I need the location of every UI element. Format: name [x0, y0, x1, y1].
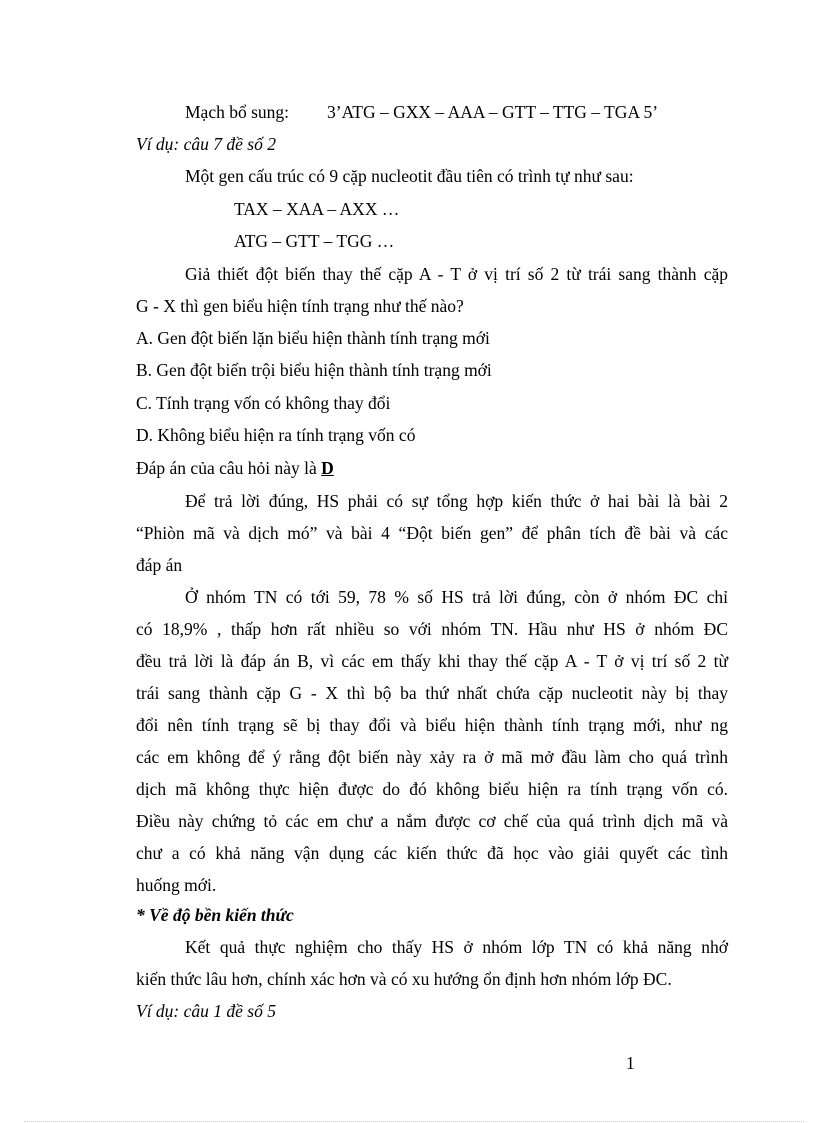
complementary-strand-label: Mạch bổ sung: [185, 102, 290, 122]
example-label-2: Ví dụ: câu 1 đề số 5 [136, 1001, 276, 1021]
paragraph1-line3: đáp án [136, 555, 183, 575]
paragraph2-line10: huống mới. [136, 875, 217, 895]
paragraph3-line2: kiến thức lâu hơn, chính xác hơn và có xu hướng ổn định hơn nhóm lớp ĐC. [136, 969, 672, 989]
complementary-strand-sequence: 3’ATG – GXX – AAA – GTT – TTG – TGA 5’ [327, 102, 659, 122]
answer-line [136, 452, 334, 484]
answer-letter: D [321, 458, 334, 478]
page-number: 1 [626, 1053, 635, 1073]
option-a: A. Gen đột biến lặn biểu hiện thành tính trạng mới [136, 328, 490, 348]
section-heading: * Về độ bền kiến thức [136, 905, 294, 925]
footer-divider [24, 1121, 804, 1122]
sequence-line-2: ATG – GTT – TGG … [234, 231, 395, 251]
option-d: D. Không biểu hiện ra tính trạng vốn có [136, 425, 416, 445]
gene-intro-line: Một gen cấu trúc có 9 cặp nucleotit đầu tiên có trình tự như sau: [185, 166, 634, 186]
sequence-line-1: TAX – XAA – AXX … [234, 199, 400, 219]
paragraph2-line1: Ở nhóm TN có tới 59, 78 % số HS trả lời đúng, còn ở nhóm ĐC chỉ [185, 587, 728, 607]
example-label: Ví dụ: câu 7 đề số 2 [136, 134, 276, 154]
paragraph3-line1: Kết quả thực nghiệm cho thấy HS ở nhóm lớp TN có khả năng nhớ [185, 937, 728, 957]
paragraph2-line8: Điều này chứng tỏ các em chư a nắm được cơ chế của quá trình dịch mã và [136, 811, 728, 831]
complementary-strand-line [185, 96, 658, 128]
answer-prefix: Đáp án của câu hỏi này là [136, 458, 322, 478]
option-b: B. Gen đột biến trội biểu hiện thành tính trạng mới [136, 360, 492, 380]
paragraph2-line4: trái sang thành cặp G - X thì bộ ba thứ nhất chứa cặp nucleotit này bị thay [136, 683, 728, 703]
paragraph1-line1: Để trả lời đúng, HS phải có sự tổng hợp kiến thức ở hai bài là bài 2 [185, 491, 728, 511]
paragraph2-line6: các em không để ý rằng đột biến này xảy ra ở mã mở đầu làm cho quá trình [136, 747, 728, 767]
paragraph2-line5: đổi nên tính trạng sẽ bị thay đổi và biểu hiện thành tính trạng mới, như ng [136, 715, 728, 735]
question-line-1: Giả thiết đột biến thay thế cặp A - T ở vị trí số 2 từ trái sang thành cặp [185, 264, 728, 284]
option-c: C. Tính trạng vốn có không thay đổi [136, 393, 391, 413]
question-line-2: G - X thì gen biểu hiện tính trạng như thế nào? [136, 296, 464, 316]
paragraph1-line2: “Phiòn mã và dịch mó” và bài 4 “Đột biến gen” để phân tích đề bài và các [136, 523, 728, 543]
paragraph2-line7: dịch mã không thực hiện được do đó không biểu hiện ra tính trạng vốn có. [136, 779, 728, 799]
paragraph2-line9: chư a có khả năng vận dụng các kiến thức đã học vào giải quyết các tình [136, 843, 728, 863]
paragraph2-line3: đều trả lời là đáp án B, vì các em thấy khi thay thế cặp A - T ở vị trí số 2 từ [136, 651, 728, 671]
paragraph2-line2: có 18,9% , thấp hơn rất nhiều so với nhóm TN. Hầu như HS ở nhóm ĐC [136, 619, 728, 639]
